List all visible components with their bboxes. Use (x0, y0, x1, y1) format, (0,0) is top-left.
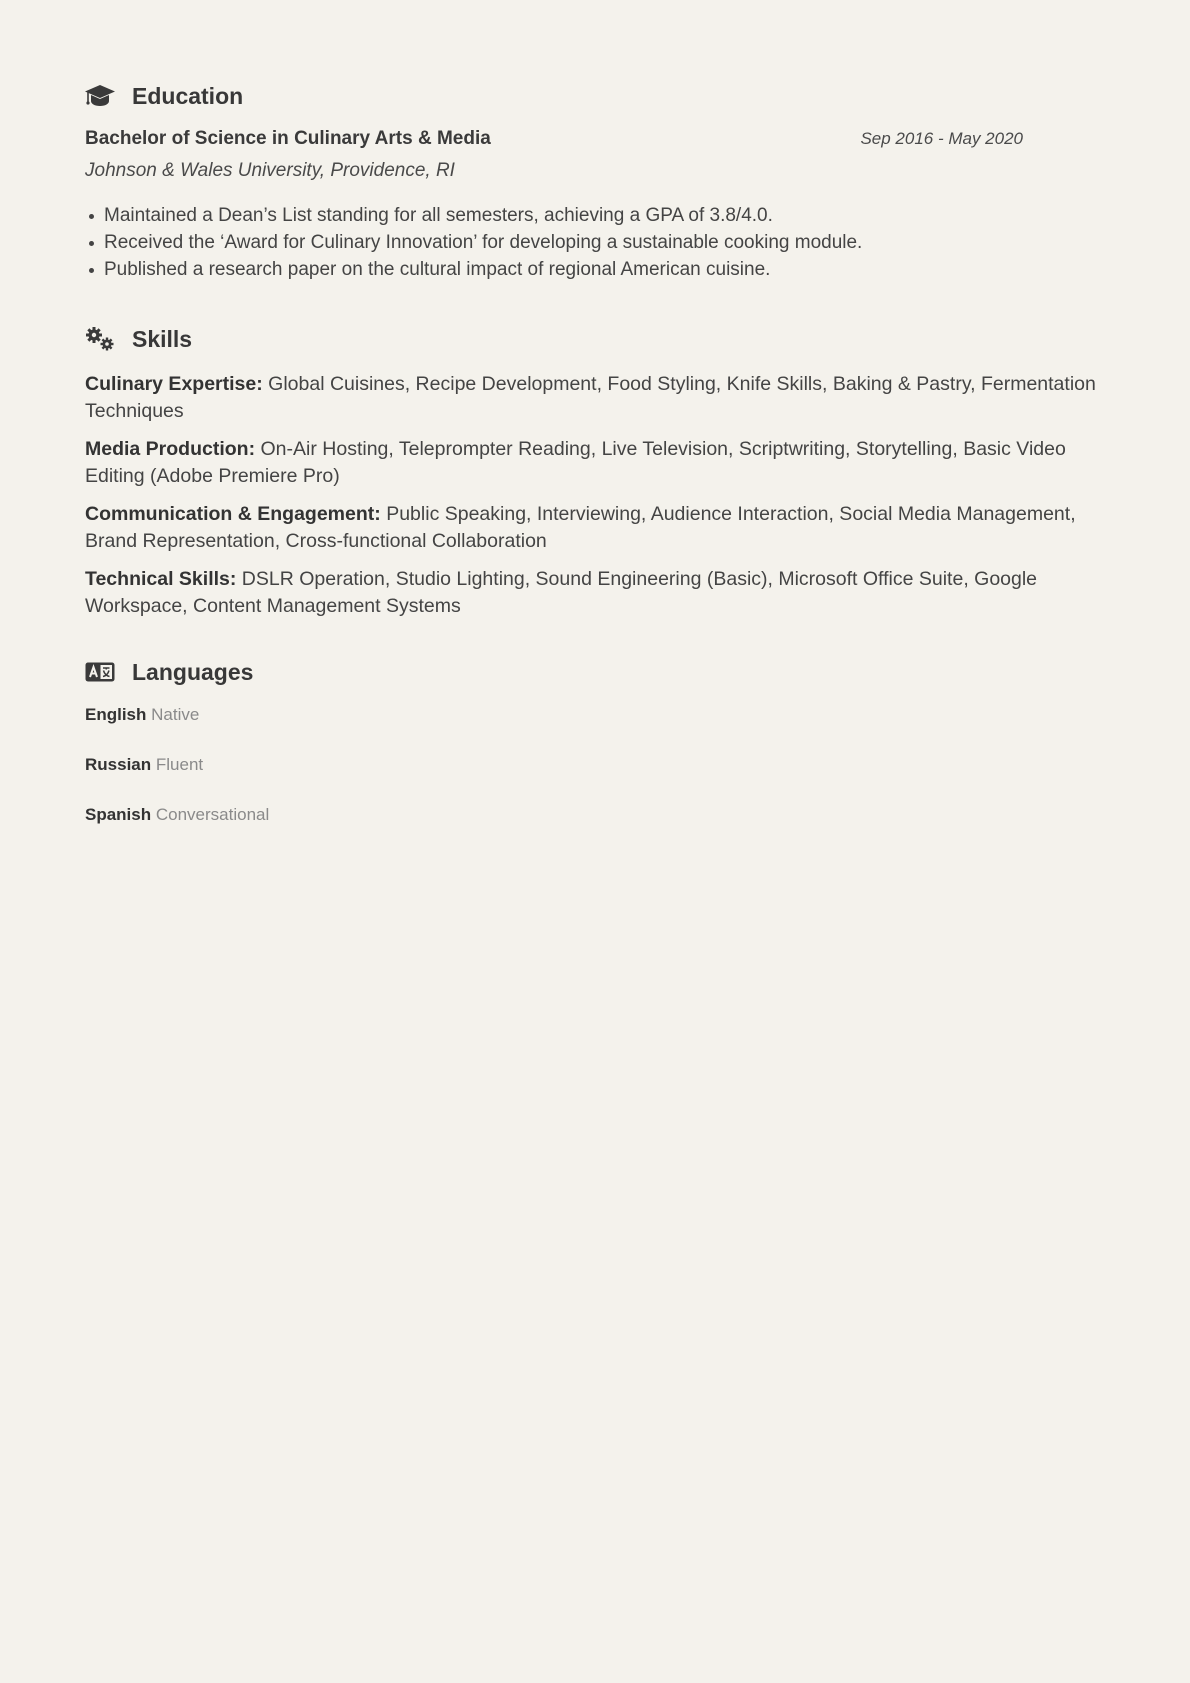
section-title-education: Education (132, 82, 244, 109)
language-name: Spanish (85, 805, 152, 824)
skill-row (85, 371, 1110, 425)
list-item: Received the ‘Award for Culinary Innovation’ for developing a sustainable cooking module. (104, 229, 1110, 256)
education-dates: Sep 2016 - May 2020 (860, 129, 1023, 148)
language-level: Conversational (155, 805, 270, 824)
skills-header (85, 321, 1110, 357)
list-item: Maintained a Dean’s List standing for all semesters, achieving a GPA of 3.8/4.0. (104, 202, 1110, 229)
skill-value: On-Air Hosting, Teleprompter Reading, Live Television, Scriptwriting, Storytelling, Basic Video Editing (Adobe Premiere Pro) (85, 438, 1066, 487)
language-level: Native (151, 705, 200, 724)
education-header (85, 78, 1110, 114)
languages-header (85, 654, 1110, 690)
language-row (85, 804, 1110, 826)
skill-label: Culinary Expertise: (85, 373, 263, 395)
language-name: English (85, 705, 147, 724)
skill-row (85, 436, 1110, 490)
education-achievements (85, 202, 1110, 283)
list-item: Published a research paper on the cultural impact of regional American cuisine. (104, 256, 1110, 283)
school-name: Johnson & Wales University, Providence, RI (85, 160, 455, 181)
language-level: Fluent (155, 755, 204, 774)
language-icon (85, 658, 117, 686)
skill-value: Public Speaking, Interviewing, Audience Interaction, Social Media Management, Brand Representation, Cross-functional Collaboration (85, 503, 1076, 552)
skill-label: Media Production: (85, 438, 256, 460)
languages-section (85, 654, 1110, 826)
skill-value: Global Cuisines, Recipe Development, Food Styling, Knife Skills, Baking & Pastry, Fermentation Techniques (85, 373, 1096, 422)
skill-row (85, 501, 1110, 555)
section-title-languages: Languages (132, 658, 254, 685)
skill-label: Communication & Engagement: (85, 503, 381, 525)
gears-icon (85, 325, 117, 353)
skills-section (85, 321, 1110, 620)
skill-value: DSLR Operation, Studio Lighting, Sound Engineering (Basic), Microsoft Office Suite, Google Workspace, Content Management Systems (85, 568, 1038, 617)
language-name: Russian (85, 755, 152, 774)
graduation-cap-icon (85, 82, 117, 110)
degree-title: Bachelor of Science in Culinary Arts & Media (85, 128, 491, 149)
language-row (85, 754, 1110, 776)
section-title-skills: Skills (132, 325, 193, 352)
skill-label: Technical Skills: (85, 568, 237, 590)
education-section (85, 78, 1110, 283)
education-entry-header (85, 128, 1023, 150)
resume-page (85, 78, 1110, 856)
education-entry (85, 128, 1110, 283)
language-row (85, 704, 1110, 726)
skill-row (85, 566, 1110, 620)
